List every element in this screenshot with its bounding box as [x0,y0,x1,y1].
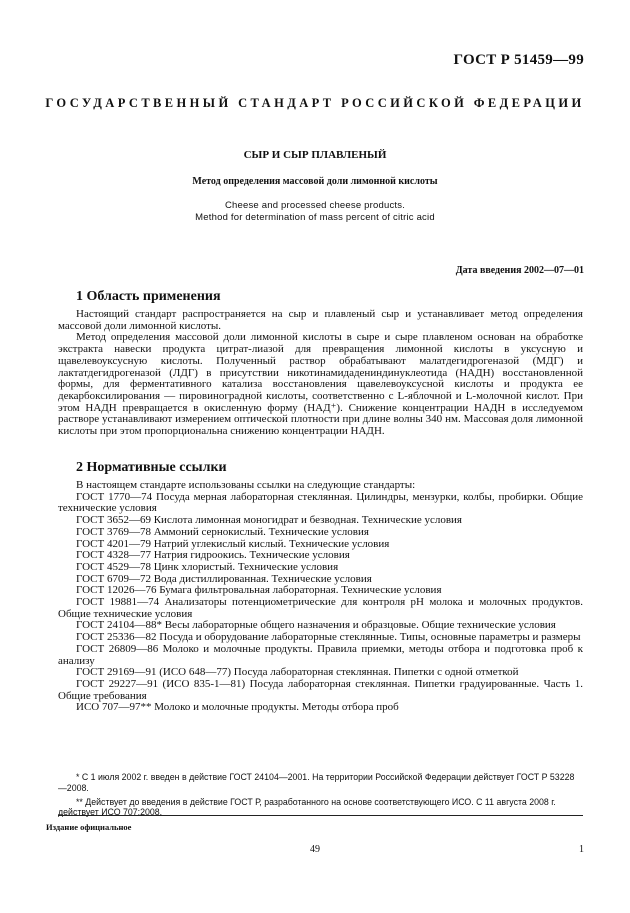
official-edition-label: Издание официальное [46,822,132,832]
reference-item: ИСО 707—97** Молоко и молочные продукты. Методы отбора проб [76,701,399,714]
reference-item: ГОСТ 3769—78 Аммоний сернокислый. Технические условия [76,525,369,538]
state-standard-heading: ГОСУДАРСТВЕННЫЙ СТАНДАРТ РОССИЙСКОЙ ФЕДЕРАЦИИ [45,96,585,110]
footnotes [58,772,583,821]
section-1-paragraph-2: Метод определения массовой доли лимонной кислоты в сыре и сыре плавленом основан на обработке экстракта навески продукта цитрат-лиазой для превращения лимонной кислоты в уксусную и щавелевоуксусную кислоты. Полученный раствор обрабатывают малатдегидрогеназой (МДГ) и лактатдегидрогеназой (ЛДГ) в присутствии никотинамидадениндинуклеотида (НАДН) восстановленной формы, для ферментативного катализа восстановления щавелевоуксусной кислоты и продукта ее декарбоксилирования — пировиноградной кислоты, соответственно с L-яблочной и L-молочной кислот. При этом НАДН превращается в окисленную форму (НАД⁺). Снижение концентрации НАДН в исследуемом растворе устанавливают измерением оптической плотности при длине волны 340 нм. Массовая доля лимонной кислоты при этом пропорциональна снижению концентрации НАДН. [58,331,583,438]
section-2-body [58,480,583,714]
reference-item: ГОСТ 29227—91 (ИСО 835-1—81) Посуда лабораторная стеклянная. Пипетки градуированные. Часть 1. Общие требования [58,677,583,702]
english-title-line-1: Cheese and processed cheese products. [224,200,406,211]
reference-item: ГОСТ 19881—74 Анализаторы потенциометрические для контроля pH молока и молочных продуктов. Общие технические условия [58,596,583,620]
section-1-body [58,309,583,438]
reference-item: ГОСТ 4328—77 Натрия гидроокись. Технические условия [76,549,350,562]
reference-item: ГОСТ 4201—79 Натрий углекислый кислый. Технические условия [76,537,390,550]
reference-item: ГОСТ 12026—76 Бумага фильтровальная лабораторная. Технические условия [76,584,442,597]
reference-item: ГОСТ 3652—69 Кислота лимонная моногидрат и безводная. Технические условия [76,514,462,527]
reference-item: ГОСТ 1770—74 Посуда мерная лабораторная стеклянная. Цилиндры, мензурки, колбы, пробирки. Общие технические условия [58,490,583,515]
reference-item: ГОСТ 4529—78 Цинк хлористый. Технические условия [76,560,339,573]
sheet-number: 1 [579,844,584,855]
section-2-heading: 2 Нормативные ссылки [76,460,227,475]
reference-item: ГОСТ 24104—88* Весы лабораторные общего назначения и образцовые. Общие технические условия [76,619,556,632]
section-1-heading: 1 Область применения [76,289,221,304]
reference-item: ГОСТ 6709—72 Вода дистиллированная. Технические условия [76,572,372,585]
page-number: 49 [310,844,320,855]
section-2-intro: В настоящем стандарте использованы ссылки на следующие стандарты: [76,479,416,491]
reference-item: ГОСТ 29169—91 (ИСО 648—77) Посуда лабораторная стеклянная. Пипетки с одной отметкой [76,666,519,679]
reference-item: ГОСТ 25336—82 Посуда и оборудование лабораторные стеклянные. Типы, основные параметры и размеры [76,631,581,644]
document-title: СЫР И СЫР ПЛАВЛЕНЫЙ [243,149,387,161]
gost-code: ГОСТ Р 51459—99 [453,52,584,68]
footer-divider [58,815,583,816]
introduction-date: Дата введения 2002—07—01 [455,265,584,276]
english-title-line-2: Method for determination of mass percent of citric acid [195,212,435,223]
reference-item: ГОСТ 26809—86 Молоко и молочные продукты. Правила приемки, методы отбора и подготовка проб к анализу [58,642,583,667]
section-1-paragraph-1: Настоящий стандарт распространяется на сыр и плавленый сыр и устанавливает метод определения массовой доли лимонной кислоты. [58,308,583,332]
footnote-2: ** Действует до введения в действие ГОСТ Р, разработанного на основе соответствующего ИСО. С 11 августа 2008 г. действует ИСО 707:2008. [58,796,556,818]
footnote-1: * С 1 июля 2002 г. введен в действие ГОСТ 24104—2001. На территории Российской Федерации действует ГОСТ Р 53228—2008. [58,772,575,793]
document-subtitle: Метод определения массовой доли лимонной кислоты [192,176,438,187]
